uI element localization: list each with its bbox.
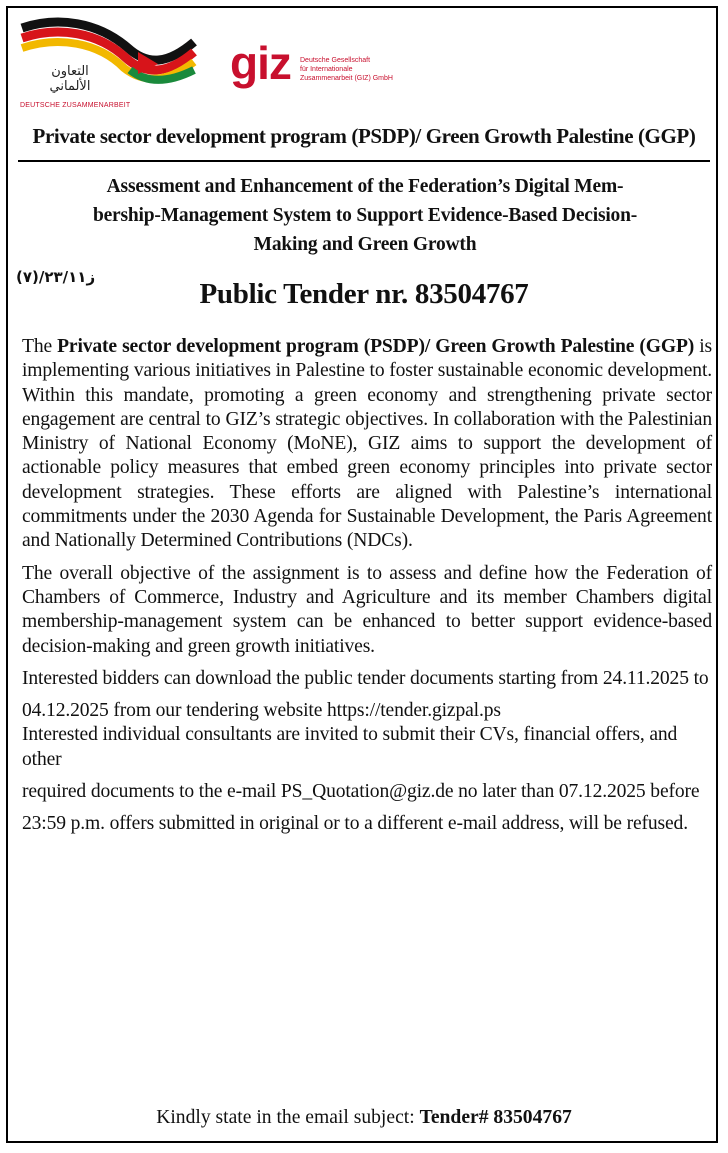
assessment-title: Assessment and Enhancement of the Federation’s Digital Mem- bership-Management System to Support Evidence-Based Decision- Making and Green Growth [92,176,638,255]
reference-number: ز٢٣/١١/(٧) [16,268,96,286]
paragraph-intro: The Private sector development program (PSDP)/ Green Growth Palestine (GGP) is implementing various initiatives in Palestine to foster sustainable economic development. Within this mandate, promoting a green economy and strengthening private sector engagement are central to GIZ’s strategic objectives. In collaboration with the Palestinian Ministry of National Economy (MoNE), GIZ aims to support the development of actionable policy measures that embed green economy principles into private sector development strategies. These efforts are aligned with Palestine’s international commitments under the 2030 Agenda for Sustainable Development, the Paris Agreement and Nationally Determined Contributions (NDCs). [22,336,712,552]
paragraph-email: required documents to the e-mail PS_Quotation@giz.de no later than 07.12.2025 before [22,781,700,803]
program-line: Private sector development program (PSDP)/ Green Growth Palestine (GGP) [32,124,696,148]
giz-full-name: Deutsche Gesellschaft für Internationale Zusammenarbeit (GIZ) GmbH [300,57,393,82]
deutsche-zusammenarbeit-label: DEUTSCHE ZUSAMMENARBEIT [20,102,131,109]
closing-line: Kindly state in the email subject: Tender# 83504767 [156,1107,572,1128]
giz-logo: giz [230,37,291,89]
tender-title: Public Tender nr. 83504767 [199,278,529,310]
paragraph-objective: The overall objective of the assignment is to assess and define how the Federation of Chambers of Commerce, Industry and Agriculture and its member Chambers digital membership-management system can be enhanced to better support evidence-based decision-making and green growth initiatives. [22,562,712,657]
paragraph-website: 04.12.2025 from our tendering website https://tender.gizpal.ps Interested individual consultants are invited to submit their CVs, financial offers, and other [22,700,678,770]
tender-body [22,335,712,845]
paragraph-download: Interested bidders can download the public tender documents starting from 24.11.2025 to [22,667,709,689]
header [18,14,708,116]
arabic-cooperation-text: التعاون الألماني [49,64,91,94]
paragraph-deadline: 23:59 p.m. offers submitted in original or to a different e-mail address, will be refused. [22,813,688,835]
divider [18,160,710,162]
